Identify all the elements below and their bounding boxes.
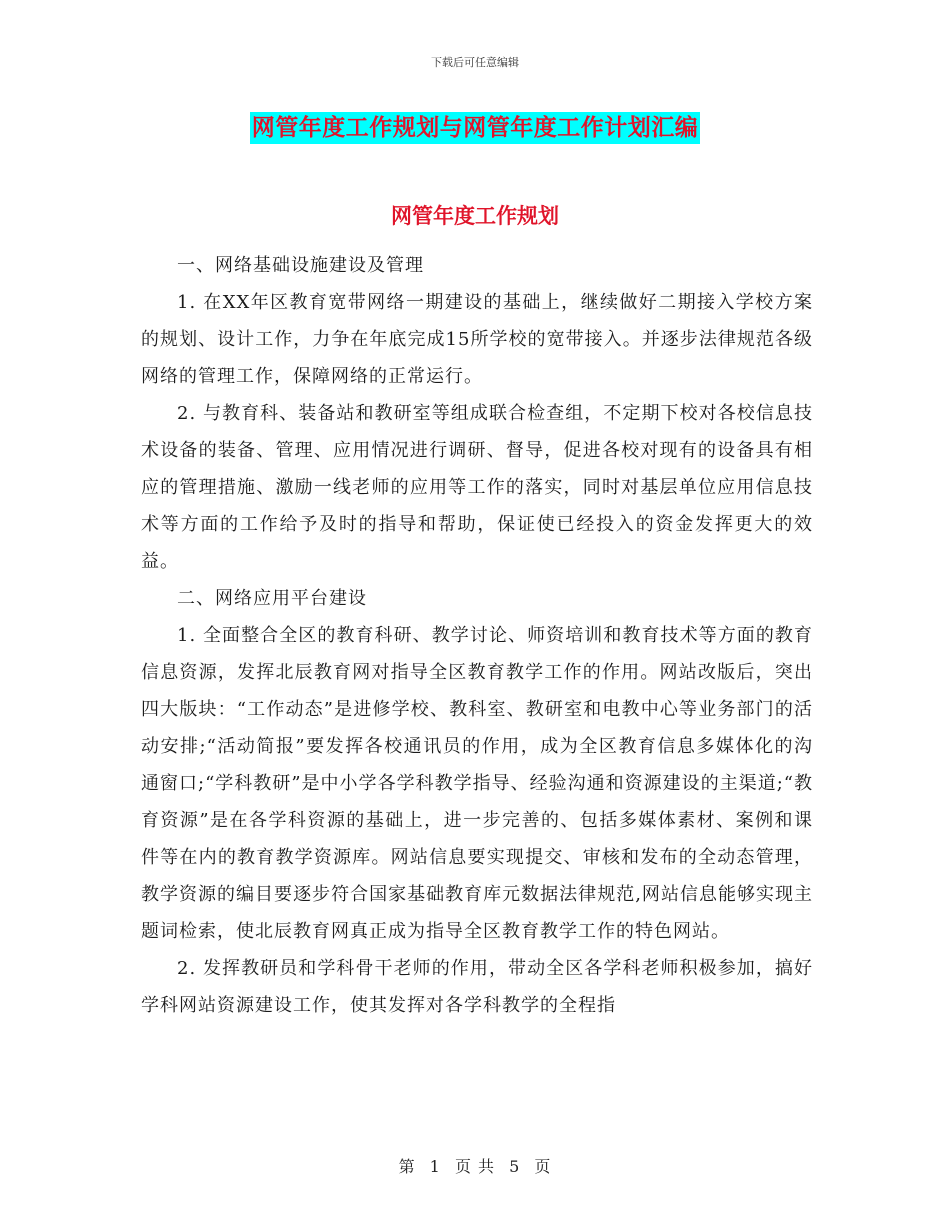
page-footer [0,1154,950,1177]
paragraph: 1. 全面整合全区的教育科研、教学讨论、师资培训和教育技术等方面的教育信息资源，发挥北辰教育网对指导全区教育教学工作的作用。网站改版后，突出四大版块：“工作动态”是进修学校、教科室、教研室和电教中心等业务部门的活动安排;“活动简报”要发挥各校通讯员的作用，成为全区教育信息多媒体化的沟通窗口;“学科教研”是中小学各学科教学指导、经验沟通和资源建设的主渠道;“教育资源”是在各学科资源的基础上，进一步完善的、包括多媒体素材、案例和课件等在内的教育教学资源库。网站信息要实现提交、审核和发布的全动态管理，教学资源的编目要逐步符合国家基础教育库元数据法律规范,网站信息能够实现主题词检索，使北辰教育网真正成为指导全区教育教学工作的特色网站。 [141,625,813,942]
footer-suffix: 页 [534,1157,552,1176]
document-title-container [0,112,950,144]
footer-prefix: 第 [398,1157,416,1176]
section-title: 网管年度工作规划 [391,204,559,228]
footer-total-pages: 5 [509,1157,521,1176]
paragraph: 2. 与教育科、装备站和教研室等组成联合检查组，不定期下校对各校信息技术设备的装备、管理、应用情况进行调研、督导，促进各校对现有的设备具有相应的管理措施、激励一线老师的应用等工作的落实，同时对基层单位应用信息技术等方面的工作给予及时的指导和帮助，保证使已经投入的资金发挥更大的效益。 [141,403,813,572]
heading-network-infrastructure: 一、网络基础设施建设及管理 [177,255,424,276]
page-header-note: 下载后可任意编辑 [431,56,519,69]
footer-current-page: 1 [429,1157,441,1176]
heading-network-application-platform: 二、网络应用平台建设 [177,588,367,609]
footer-middle: 页 共 [454,1157,496,1176]
paragraph: 1. 在XX年区教育宽带网络一期建设的基础上，继续做好二期接入学校方案的规划、设计工作，力争在年底完成15所学校的宽带接入。并逐步法律规范各级网络的管理工作，保障网络的正常运行。 [141,292,813,387]
document-title: 网管年度工作规划与网管年度工作计划汇编 [250,112,701,144]
document-body [141,247,813,1024]
paragraph: 2. 发挥教研员和学科骨干老师的作用，带动全区各学科老师积极参加，搞好学科网站资源建设工作，使其发挥对各学科教学的全程指 [141,958,813,1016]
